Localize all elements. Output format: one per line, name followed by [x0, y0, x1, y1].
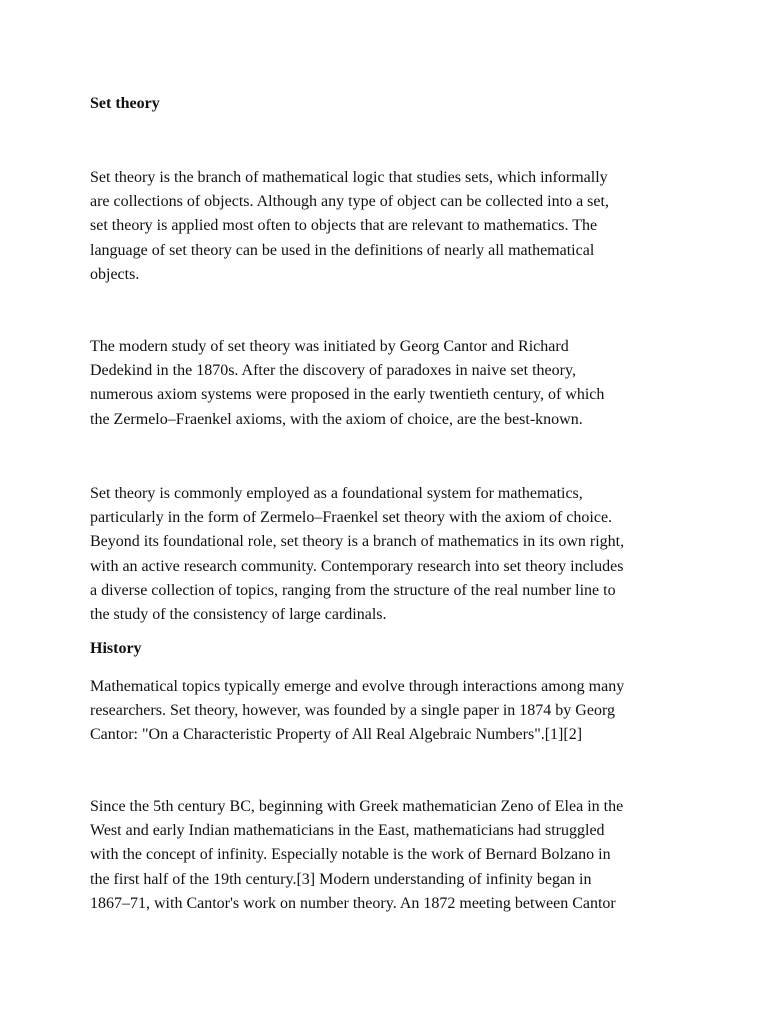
text-line: are collections of objects. Although any type of object can be collected into a set, [90, 193, 609, 211]
paragraph-history-founding [90, 675, 690, 748]
text-line: Set theory is the branch of mathematical logic that studies sets, which informally [90, 169, 608, 186]
text-line: Since the 5th century BC, beginning with Greek mathematician Zeno of Elea in the [90, 798, 624, 815]
text-line: West and early Indian mathematicians in the East, mathematicians had struggled [90, 822, 605, 840]
text-line: the study of the consistency of large cardinals. [90, 606, 387, 624]
text-line: 1867–71, with Cantor's work on number theory. An 1872 meeting between Cantor [90, 894, 616, 912]
text-line: Beyond its foundational role, set theory is a branch of mathematics in its own right, [90, 533, 625, 551]
text-line: with the concept of infinity. Especially notable is the work of Bernard Bolzano in [90, 846, 611, 864]
text-line: set theory is applied most often to objects that are relevant to mathematics. The [90, 217, 598, 235]
text-line: objects. [90, 265, 140, 283]
paragraph-intro-definition [90, 166, 690, 287]
page-title: Set theory [90, 95, 160, 112]
text-line: the first half of the 19th century.[3] Modern understanding of infinity began in [90, 870, 592, 888]
text-line: particularly in the form of Zermelo–Fraenkel set theory with the axiom of choice. [90, 509, 613, 527]
text-line: a diverse collection of topics, ranging from the structure of the real number line to [90, 581, 616, 599]
text-line: researchers. Set theory, however, was founded by a single paper in 1874 by Georg [90, 702, 615, 720]
text-line: with an active research community. Contemporary research into set theory includes [90, 557, 624, 575]
paragraph-intro-foundations [90, 482, 690, 627]
text-line: Set theory is commonly employed as a foundational system for mathematics, [90, 485, 583, 502]
text-line: Cantor: "On a Characteristic Property of All Real Algebraic Numbers".[1][2] [90, 726, 583, 744]
paragraph-intro-origins [90, 335, 690, 432]
text-line: Mathematical topics typically emerge and evolve through interactions among many [90, 678, 625, 695]
text-line: the Zermelo–Fraenkel axioms, with the axiom of choice, are the best-known. [90, 410, 583, 428]
text-line: numerous axiom systems were proposed in the early twentieth century, of which [90, 386, 605, 404]
text-line: language of set theory can be used in the definitions of nearly all mathematical [90, 241, 595, 259]
text-line: Dedekind in the 1870s. After the discovery of paradoxes in naive set theory, [90, 362, 576, 380]
text-line: The modern study of set theory was initiated by Georg Cantor and Richard [90, 338, 569, 355]
section-heading-history: History [90, 640, 142, 657]
paragraph-history-infinity [90, 795, 690, 916]
